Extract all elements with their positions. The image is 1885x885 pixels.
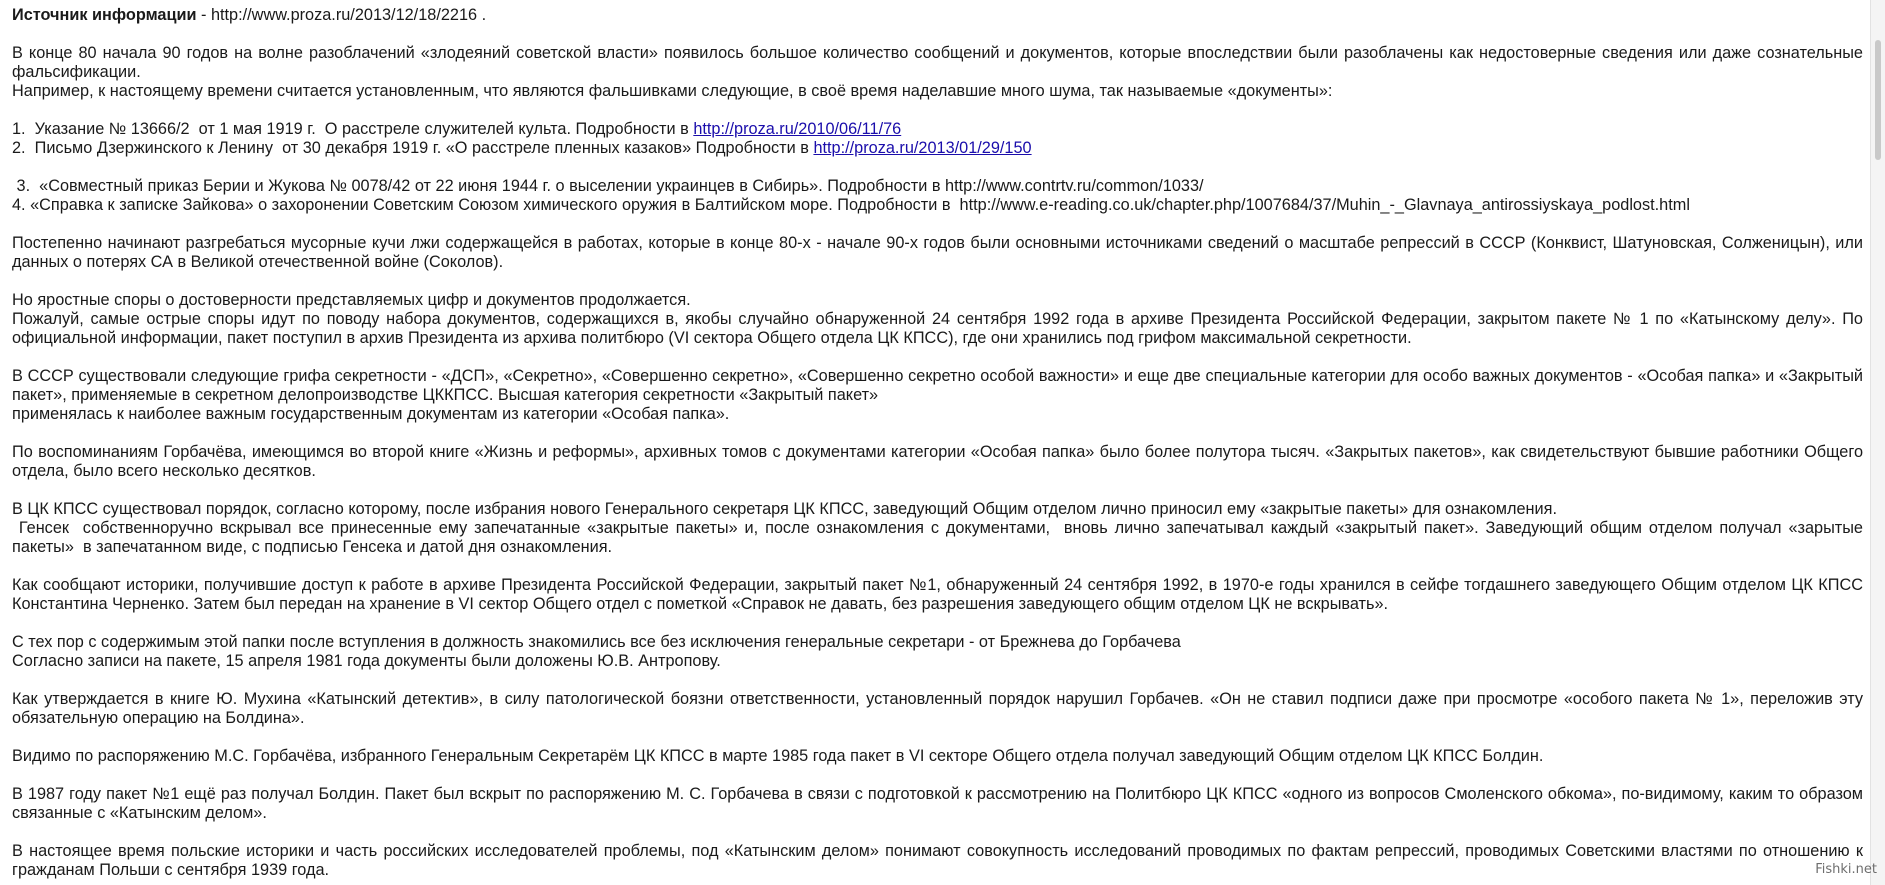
fake-document-item-3: 3. «Совместный приказ Берии и Жукова № 0078/42 от 22 июня 1944 г. о выселении украинцев в Сибирь». Подробности в http://www.contrtv.ru/common/1033/ bbox=[12, 177, 1204, 195]
paragraph-gensek: Генсек собственноручно вскрывал все принесенные ему запечатанные «закрытые пакеты» и, после ознакомления с документами, вновь лично запечатывал каждый «закрытый пакет». Заведующий общим отделом получал «зарытые пакеты» в запечатанном виде, с подписью Генсека и датой дня ознакомления. bbox=[12, 519, 1868, 556]
paragraph-secrecy-usage: применялась к наиболее важным государственным документам из категории «Особая папка». bbox=[12, 405, 730, 423]
fake-document-item-2 bbox=[12, 139, 1863, 158]
paragraph-andropov: Согласно записи на пакете, 15 апреля 1981 года документы были доложены Ю.В. Антропову. bbox=[12, 652, 721, 670]
paragraph-disputes: Пожалуй, самые острые споры идут по поводу набора документов, содержащихся в, якобы случайно обнаруженной 24 сентября 1992 года в архиве Президента Российской Федерации, закрытом пакете № 1 по «Катынскому делу». По официальной информации, пакет поступил в архив Президента из архива политбюро (VI сектора Общего отдела ЦК КПСС), где они хранились под грифом максимальной секретности. bbox=[12, 310, 1863, 347]
paragraph-disputes-intro: Но яростные споры о достоверности представляемых цифр и документов продолжается. bbox=[12, 291, 691, 309]
paragraph-mukhin: Как утверждается в книге Ю. Мухина «Катынский детектив», в силу патологической боязни ответственности, установленный порядок нарушил Горбачев. «Он не ставил подписи даже при просмотре «особого пакета № 1», переложив эту обязательную операцию на Болдина». bbox=[12, 690, 1863, 727]
paragraph-boldin-1987: В 1987 году пакет №1 ещё раз получал Болдин. Пакет был вскрыт по распоряжению М. С. Горбачева в связи с подготовкой к рассмотрению на Политбюро ЦК КПСС «одного из вопросов Смоленского обкома», по-видимому, каким то образом связанные с «Катынским делом». bbox=[12, 785, 1863, 822]
scrollbar-thumb[interactable] bbox=[1875, 40, 1881, 160]
paragraph-polish-historians: В настоящее время польские историки и часть российских исследователей проблемы, под «Катынским делом» понимают совокупность исследований проводимых по фактам репрессий, проводимых Советскими властями по отношению к гражданам Польши с сентября 1939 года. bbox=[12, 842, 1863, 879]
vertical-scrollbar[interactable] bbox=[1870, 0, 1885, 885]
source-suffix: . bbox=[477, 6, 487, 24]
item-1-link[interactable]: http://proza.ru/2010/06/11/76 bbox=[693, 120, 902, 138]
paragraph-garbage: Постепенно начинают разгребаться мусорные кучи лжи содержащейся в работах, которые в конце 80-х - начале 90-х годов были основными источниками сведений о масштабе репрессий в СССР (Конквист, Шатуновская, Солженицын), или данных о потерях СА в Великой отечественной войне (Соколов). bbox=[12, 234, 1863, 271]
source-line bbox=[12, 6, 1863, 25]
paragraph-secrecy-levels: В СССР существовали следующие грифа секретности - «ДСП», «Секретно», «Совершенно секретно», «Совершенно секретно особой важности» и еще две специальные категории для особо важных документов - «Особая папка» и «Закрытый пакет», применяемые в секретном делопроизводстве ЦККПСС. Высшая категория секретности «Закрытый пакет» bbox=[12, 367, 1863, 404]
item-2-text: 2. Письмо Дзержинского к Ленину от 30 декабря 1919 г. «О расстреле пленных казаков» Подробности в bbox=[12, 139, 814, 157]
source-separator: - bbox=[196, 6, 211, 24]
item-1-text: 1. Указание № 13666/2 от 1 мая 1919 г. О расстреле служителей культа. Подробности в bbox=[12, 120, 694, 138]
source-label: Источник информации bbox=[12, 6, 197, 24]
article-body bbox=[12, 6, 1868, 880]
paragraph-example: Например, к настоящему времени считается установленным, что являются фальшивками следующие, в своё время наделавшие много шума, так называемые «документы»: bbox=[12, 82, 1333, 100]
paragraph-intro: В конце 80 начала 90 годов на волне разоблачений «злодеяний советской власти» появилось большое количество сообщений и документов, которые впоследствии были разоблачены как недостоверные сведения или даже сознательные фальсификации. bbox=[12, 44, 1863, 81]
paragraph-procedure: В ЦК КПСС существовал порядок, согласно которому, после избрания нового Генерального секретаря ЦК КПСС, заведующий Общим отделом лично приносил ему «закрытые пакеты» для ознакомления. bbox=[12, 500, 1557, 518]
watermark-logo: Fishki.net bbox=[1815, 862, 1877, 877]
fake-document-item-4: 4. «Справка к записке Зайкова» о захоронении Советским Союзом химического оружия в Балтийском море. Подробности в http://www.e-reading.co.uk/chapter.php/1007684/37/Muhin_-_Glavnaya_antirossiyskaya_podlost.html bbox=[12, 196, 1690, 214]
paragraph-secretaries: С тех пор с содержимым этой папки после вступления в должность знакомились все без исключения генеральные секретари - от Брежнева до Горбачева bbox=[12, 633, 1181, 651]
item-2-link[interactable]: http://proza.ru/2013/01/29/150 bbox=[813, 139, 1032, 157]
paragraph-boldin-1985: Видимо по распоряжению М.С. Горбачёва, избранного Генеральным Секретарём ЦК КПСС в марте 1985 года пакет в VI секторе Общего отдела получал заведующий Общим отделом ЦК КПСС Болдин. bbox=[12, 747, 1544, 765]
fake-document-item-1 bbox=[12, 120, 1863, 139]
paragraph-historians: Как сообщают историки, получившие доступ к работе в архиве Президента Российской Федерации, закрытый пакет №1, обнаруженный 24 сентября 1992, в 1970-е годы хранился в сейфе тогдашнего заведующего Общим отделом ЦК КПСС Константина Черненко. Затем был передан на хранение в VI сектор Общего отдел с пометкой «Справок не давать, без разрешения заведующего общим отделом ЦК не вскрывать». bbox=[12, 576, 1863, 613]
paragraph-gorbachev-memoirs: По воспоминаниям Горбачёва, имеющимся во второй книге «Жизнь и реформы», архивных томов с документами категории «Особая папка» было более полутора тысяч. «Закрытых пакетов», как свидетельствуют бывшие работники Общего отдела, было всего несколько десятков. bbox=[12, 443, 1863, 480]
source-url: http://www.proza.ru/2013/12/18/2216 bbox=[210, 6, 478, 24]
